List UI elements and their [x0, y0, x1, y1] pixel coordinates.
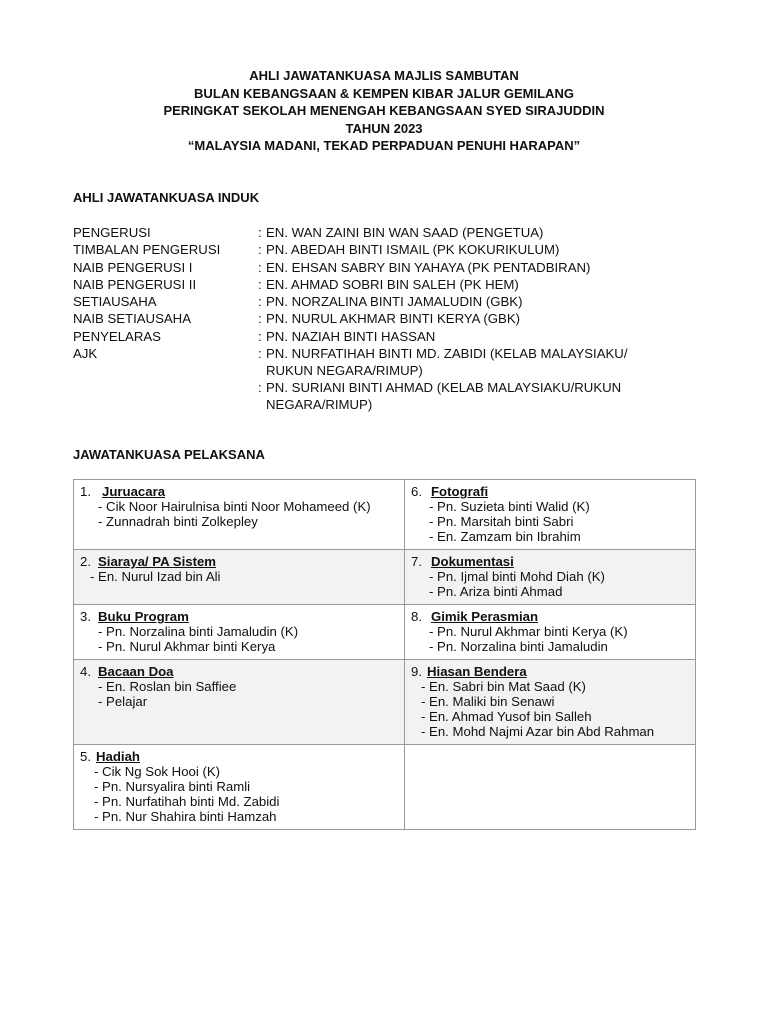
committee-member: - Pn. Suzieta binti Walid (K) — [429, 499, 590, 514]
title-line-1: AHLI JAWATANKUASA MAJLIS SAMBUTAN — [249, 68, 519, 83]
committee-number: 4. — [80, 664, 91, 679]
committee-member: - Cik Noor Hairulnisa binti Noor Mohameed (K) — [98, 499, 371, 514]
induk-row: NAIB PENGERUSI II : EN. AHMAD SOBRI BIN SALEH (PK HEM) — [73, 276, 519, 292]
committee-member: - Pn. Nurul Akhmar binti Kerya (K) — [429, 624, 628, 639]
induk-row: PENYELARAS : PN. NAZIAH BINTI HASSAN — [73, 328, 436, 344]
committee-name: Dokumentasi — [431, 554, 514, 569]
committee-member: - En. Nurul Izad bin Ali — [90, 569, 221, 584]
committee-name: Bacaan Doa — [98, 664, 174, 679]
committee-cell — [74, 660, 405, 745]
committee-member: - Pn. Nursyalira binti Ramli — [94, 779, 251, 794]
induk-row: NAIB SETIAUSAHA : PN. NURUL AKHMAR BINTI KERYA (GBK) — [73, 311, 521, 327]
induk-role: TIMBALAN PENGERUSI — [73, 242, 221, 258]
committee-cell — [405, 480, 696, 550]
induk-row: AJK : PN. NURFATIHAH BINTI MD. ZABIDI (KELAB MALAYSIAKU/ RUKUN NEGARA/RIMUP) — [73, 345, 713, 379]
induk-heading: AHLI JAWATANKUASA INDUK — [73, 190, 260, 205]
induk-row: NAIB PENGERUSI I : EN. EHSAN SABRY BIN YAHAYA (PK PENTADBIRAN) — [73, 259, 591, 275]
induk-row: SETIAUSAHA : PN. NORZALINA BINTI JAMALUDIN (GBK) — [73, 294, 523, 310]
committee-member: - En. Sabri bin Mat Saad (K) — [421, 679, 586, 694]
committee-member: - Pn. Ijmal binti Mohd Diah (K) — [429, 569, 605, 584]
induk-role: AJK — [73, 346, 98, 362]
pelaksana-table — [73, 479, 696, 830]
induk-role: PENYELARAS — [73, 328, 161, 344]
committee-number: 6. — [411, 484, 422, 499]
induk-row: : PN. SURIANI BINTI AHMAD (KELAB MALAYSIAKU/RUKUN NEGARA/RIMUP) — [73, 379, 713, 413]
committee-name: Buku Program — [98, 609, 189, 624]
committee-name: Fotografi — [431, 484, 489, 499]
committee-number: 8. — [411, 609, 422, 624]
committee-cell — [74, 480, 405, 550]
induk-member: EN. EHSAN SABRY BIN YAHAYA (PK PENTADBIRAN) — [266, 259, 591, 275]
committee-name: Gimik Perasmian — [431, 609, 539, 624]
committee-name: Juruacara — [102, 484, 166, 499]
committee-member: - Pn. Nurfatihah binti Md. Zabidi — [94, 794, 280, 809]
committee-cell — [74, 550, 405, 605]
induk-member: PN. SURIANI BINTI AHMAD (KELAB MALAYSIAKU/RUKUN — [266, 380, 622, 396]
committee-name: Siaraya/ PA Sistem — [98, 554, 217, 569]
induk-role: NAIB PENGERUSI I — [73, 259, 193, 275]
title-line-4: TAHUN 2023 — [345, 120, 423, 136]
induk-role: SETIAUSAHA — [73, 294, 157, 310]
committee-number: 3. — [80, 609, 91, 624]
empty-cell — [405, 745, 696, 830]
committee-member: - Pn. Norzalina binti Jamaludin — [429, 639, 608, 654]
committee-member: - Pn. Ariza binti Ahmad — [429, 584, 563, 599]
induk-role: NAIB SETIAUSAHA — [73, 311, 191, 327]
committee-cell — [405, 660, 696, 745]
induk-role: PENGERUSI — [73, 225, 151, 240]
induk-row: PENGERUSI : EN. WAN ZAINI BIN WAN SAAD (PENGETUA) — [73, 225, 544, 240]
pelaksana-heading: JAWATANKUASA PELAKSANA — [73, 447, 265, 462]
title-line-2: BULAN KEBANGSAAN & KEMPEN KIBAR JALUR GEMILANG — [194, 85, 574, 101]
induk-member: PN. NORZALINA BINTI JAMALUDIN (GBK) — [266, 294, 523, 310]
committee-member: - Zunnadrah binti Zolkepley — [98, 514, 258, 529]
committee-cell — [74, 605, 405, 660]
table-row — [74, 480, 696, 550]
committee-number: 1. — [80, 484, 91, 499]
induk-member-cont: NEGARA/RIMUP) — [266, 397, 373, 413]
committee-member: - En. Zamzam bin Ibrahim — [429, 529, 581, 544]
committee-member: - En. Ahmad Yusof bin Salleh — [421, 709, 592, 724]
document-title — [0, 67, 768, 155]
induk-list — [73, 224, 713, 413]
committee-member: - En. Maliki bin Senawi — [421, 694, 555, 709]
table-row — [74, 660, 696, 745]
induk-member: PN. NURFATIHAH BINTI MD. ZABIDI (KELAB MALAYSIAKU/ — [266, 346, 628, 362]
induk-member: EN. WAN ZAINI BIN WAN SAAD (PENGETUA) — [266, 225, 544, 240]
committee-member: - Pelajar — [98, 694, 148, 709]
committee-member: - Pn. Norzalina binti Jamaludin (K) — [98, 624, 299, 639]
induk-member: PN. NURUL AKHMAR BINTI KERYA (GBK) — [266, 311, 521, 327]
table-row — [74, 550, 696, 605]
committee-cell — [74, 745, 405, 830]
committee-number: 5. — [80, 749, 91, 764]
induk-member: PN. ABEDAH BINTI ISMAIL (PK KOKURIKULUM) — [266, 242, 560, 258]
induk-member: EN. AHMAD SOBRI BIN SALEH (PK HEM) — [266, 276, 519, 292]
committee-number: 9. — [411, 664, 422, 679]
committee-number: 7. — [411, 554, 422, 569]
table-row — [74, 605, 696, 660]
committee-member: - Pn. Nur Shahira binti Hamzah — [94, 809, 277, 824]
committee-cell — [405, 605, 696, 660]
committee-member: - Cik Ng Sok Hooi (K) — [94, 764, 221, 779]
committee-cell — [405, 550, 696, 605]
table-row — [74, 745, 696, 830]
induk-member-cont: RUKUN NEGARA/RIMUP) — [266, 363, 423, 379]
title-line-3: PERINGKAT SEKOLAH MENENGAH KEBANGSAAN SYED SIRAJUDDIN — [163, 103, 605, 118]
committee-name: Hiasan Bendera — [427, 664, 527, 679]
committee-member: - Pn. Nurul Akhmar binti Kerya — [98, 639, 276, 654]
title-line-5: “MALAYSIA MADANI, TEKAD PERPADUAN PENUHI HARAPAN” — [187, 138, 581, 153]
induk-member: PN. NAZIAH BINTI HASSAN — [266, 328, 436, 344]
induk-row: TIMBALAN PENGERUSI : PN. ABEDAH BINTI ISMAIL (PK KOKURIKULUM) — [73, 242, 560, 258]
induk-role: NAIB PENGERUSI II — [73, 276, 197, 292]
committee-name: Hadiah — [96, 749, 140, 764]
committee-member: - En. Roslan bin Saffiee — [98, 679, 237, 694]
committee-member: - Pn. Marsitah binti Sabri — [429, 514, 574, 529]
committee-number: 2. — [80, 554, 91, 569]
committee-member: - En. Mohd Najmi Azar bin Abd Rahman — [421, 724, 655, 739]
